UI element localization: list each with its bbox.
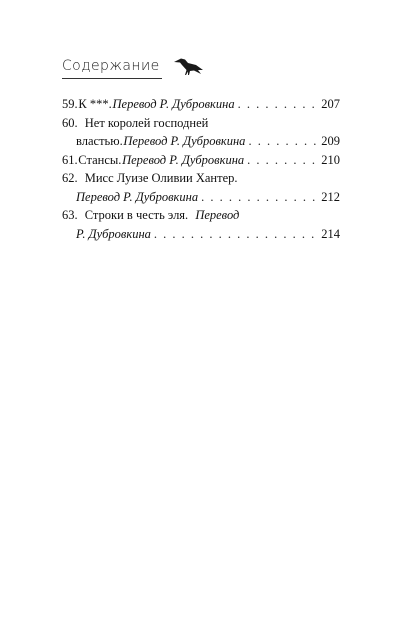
entry-number: 59. [62,97,78,111]
dot-leader [154,225,318,244]
entry-number: 63. [62,208,78,222]
entry-translator: Перевод Р. Дубровкина [76,189,199,204]
entry-title-continued: властью. [76,134,123,148]
entry-title: Стансы. [78,152,122,167]
entry-translator: Перевод Р. Дубровкина [112,97,235,111]
entry-translator-continued: Р. Дубровкина [76,226,151,241]
entry-number: 60. [62,115,78,130]
toc-entry-60-continued[interactable] [62,132,340,151]
entry-number: 62. [62,171,78,185]
entry-page: 210 [321,152,340,167]
dot-leader [238,95,319,114]
entry-title: Строки в честь эля. [84,208,189,222]
entry-number: 61. [62,152,78,167]
entry-page: 212 [321,189,340,204]
entry-page: 207 [321,97,340,111]
entry-title: Мисс Луизе Оливии Хантер. [84,171,238,185]
entry-page: 209 [321,134,340,148]
entry-title: Нет королей господней [84,115,209,130]
toc-header [62,52,340,82]
entry-title: К ***. [78,97,112,111]
crow-icon [172,54,206,78]
header-underline [62,78,162,79]
toc-entry-60[interactable] [62,114,340,133]
entry-translator: Перевод Р. Дубровкина [122,152,245,167]
table-of-contents [62,95,340,243]
toc-entry-63[interactable] [62,206,340,225]
entry-translator: Перевод [195,208,240,222]
entry-page: 214 [321,226,340,241]
toc-title: Содержание [62,58,160,74]
entry-translator: Перевод Р. Дубровкина [123,134,246,148]
toc-entry-62[interactable] [62,169,340,188]
toc-entry-62-continued[interactable] [62,188,340,207]
dot-leader [201,188,318,207]
toc-entry-59[interactable] [62,95,340,114]
dot-leader [248,132,318,151]
dot-leader [247,151,318,170]
toc-entry-63-continued[interactable] [62,225,340,244]
toc-entry-61[interactable] [62,151,340,170]
